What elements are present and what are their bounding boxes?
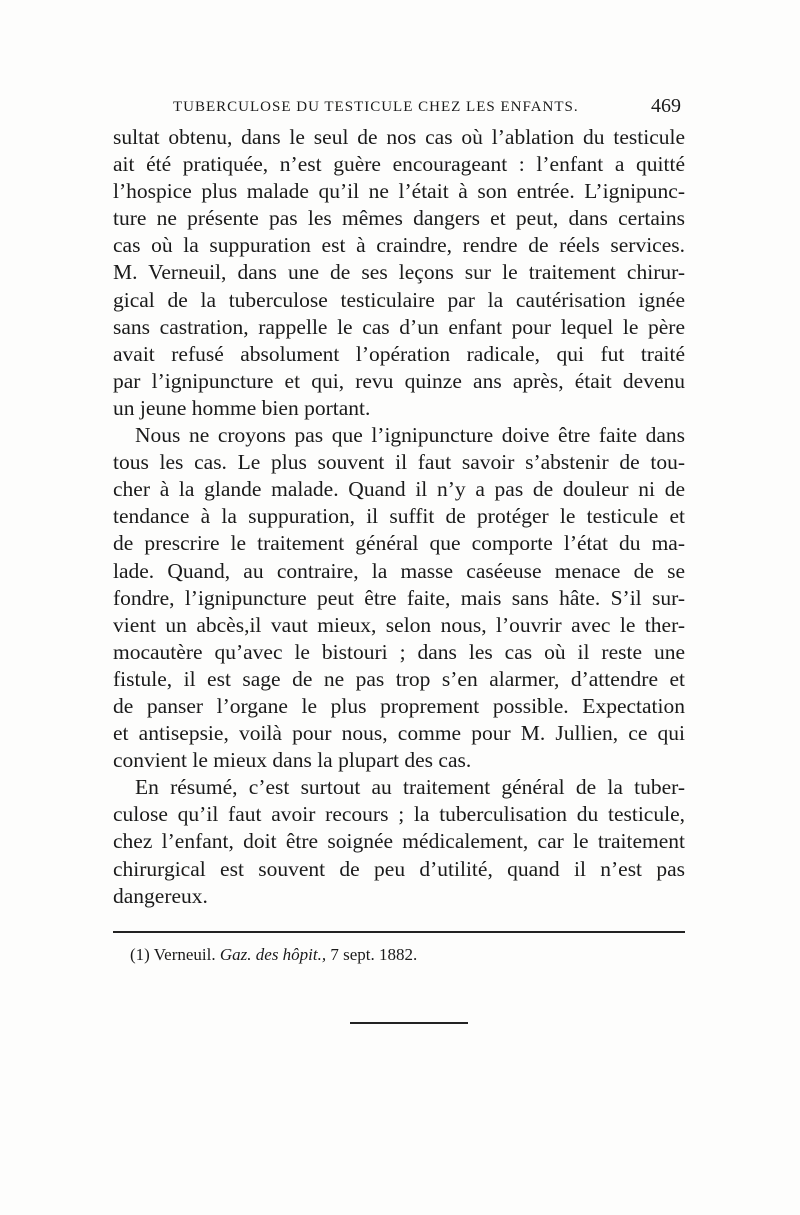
text-line: chez l’enfant, doit être soignée médicalement, car le traitement [113, 829, 685, 854]
end-divider [350, 1022, 468, 1024]
running-title: TUBERCULOSE DU TESTICULE CHEZ LES ENFANTS. [173, 99, 579, 115]
text-line: sultat obtenu, dans le seul de nos cas où l’ablation du testicule [113, 125, 685, 149]
paragraph-start-line: Nous ne croyons pas que l’ignipuncture doive être faite dans [135, 423, 685, 448]
footnote-date: 7 sept. 1882. [330, 945, 418, 964]
footnote [130, 945, 417, 965]
text-line: vient un abcès,il vaut mieux, selon nous, l’ouvrir avec le ther- [113, 612, 685, 637]
text-line: cas où la suppuration est à craindre, rendre de réels services. [113, 233, 685, 258]
text-line: tous les cas. Le plus souvent il faut savoir s’abstenir de tou- [113, 450, 685, 475]
paragraph-start-line: En résumé, c’est surtout au traitement général de la tuber- [135, 775, 685, 800]
footnote-author: Verneuil. [153, 945, 216, 964]
text-line: fondre, l’ignipuncture peut être faite, mais sans hâte. S’il sur- [113, 585, 685, 610]
text-line: gical de la tuberculose testiculaire par la cautérisation ignée [113, 287, 685, 312]
text-line: par l’ignipuncture et qui, revu quinze ans après, était devenu [113, 368, 685, 393]
text-line: tendance à la suppuration, il suffit de protéger le testicule et [113, 504, 685, 529]
text-line: M. Verneuil, dans une de ses leçons sur le traitement chirur- [113, 260, 685, 285]
footnote-marker: (1) [130, 945, 150, 964]
text-line: dangereux. [113, 883, 208, 908]
text-line: ture ne présente pas les mêmes dangers et peut, dans certains [113, 206, 685, 231]
text-line: culose qu’il faut avoir recours ; la tuberculisation du testicule, [113, 802, 685, 827]
text-line: et antisepsie, voilà pour nous, comme pour M. Jullien, ce qui [113, 721, 685, 746]
footnote-divider [113, 931, 685, 933]
text-line: lade. Quand, au contraire, la masse caséeuse menace de se [113, 558, 685, 583]
text-line: un jeune homme bien portant. [113, 395, 371, 420]
text-line: l’hospice plus malade qu’il ne l’était à son entrée. L’ignipunc- [113, 179, 685, 204]
text-line: chirurgical est souvent de peu d’utilité, quand il n’est pas [113, 856, 685, 881]
page-number: 469 [651, 95, 681, 117]
text-line: cher à la glande malade. Quand il n’y a pas de douleur ni de [113, 477, 685, 502]
text-line: ait été pratiquée, n’est guère encourageant : l’enfant a quitté [113, 152, 685, 177]
text-line: avait refusé absolument l’opération radicale, qui fut traité [113, 341, 685, 366]
running-head [113, 95, 685, 119]
body-text [113, 124, 685, 910]
text-line: de panser l’organe le plus proprement possible. Expectation [113, 693, 685, 718]
text-line: sans castration, rappelle le cas d’un enfant pour lequel le père [113, 314, 685, 339]
text-line: convient le mieux dans la plupart des cas. [113, 748, 472, 773]
text-line: fistule, il est sage de ne pas trop s’en alarmer, d’attendre et [113, 666, 685, 691]
text-line: de prescrire le traitement général que comporte l’état du ma- [113, 531, 685, 556]
text-line: mocautère qu’avec le bistouri ; dans les cas où il reste une [113, 639, 685, 664]
footnote-journal: Gaz. des hôpit., [219, 945, 327, 964]
